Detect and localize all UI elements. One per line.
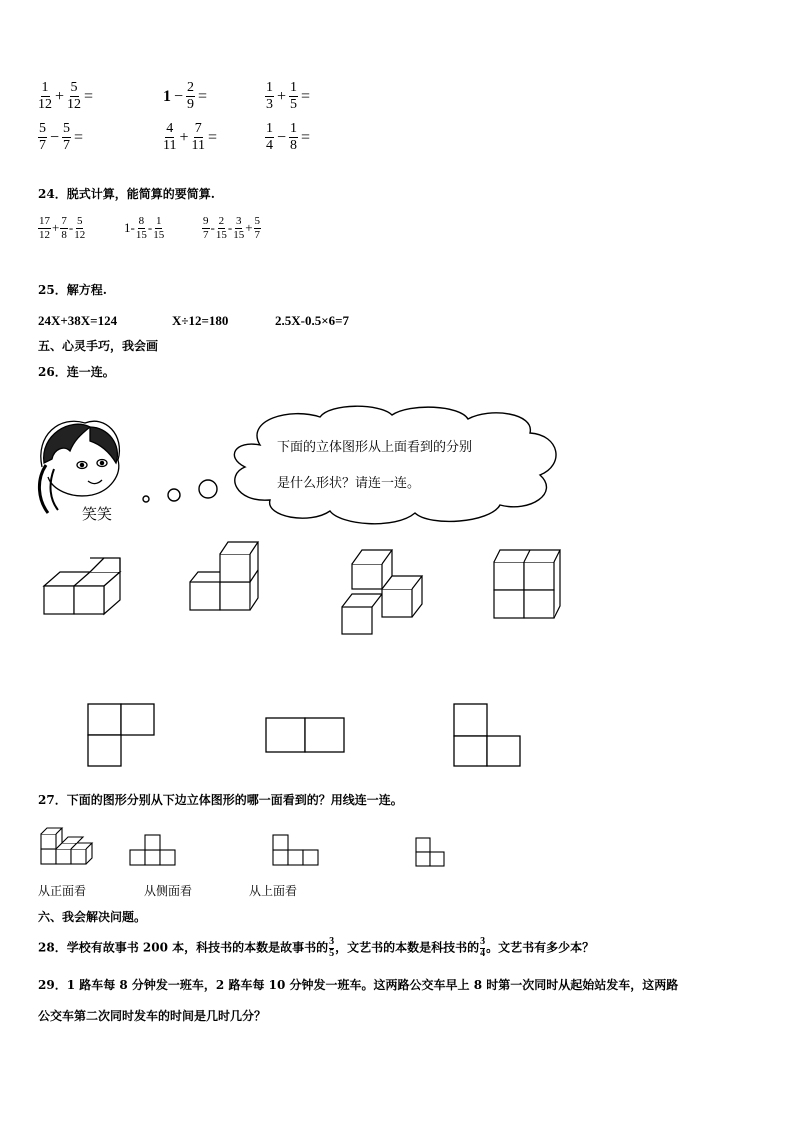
q23-expr-4: $\frac{5}{7}$ − $\frac{5}{7}$ = [39,121,84,154]
solid-2 [190,542,258,610]
fraction: $\frac{5}{7}$ [63,121,71,154]
q29-line-1: 29．1 路车每 8 分钟发一班车，2 路车每 10 分钟发一班车。这两路公交车早上 8 时第一次同时从起始站发车，这两路 [38,978,679,992]
bubble-text-line-2: 是什么形状？请连一连。 [277,476,421,491]
section-6-heading: 六、我会解决问题。 [38,910,147,924]
q27-label-top: 从上面看 [249,884,298,898]
q27-view-1 [130,835,175,865]
top-view-1 [88,704,154,766]
bubble-text-line-1: 下面的立体图形从上面看到的分别 [277,440,473,455]
q23-expr-1: $\frac{1}{12}$ + $\frac{5}{12}$ = [38,80,94,113]
q28-text: 28．学校有故事书 200 本，科技书的本数是故事书的 $\frac{3}{5}$ ，文艺书的本数是科技书的 $\frac{3}{4}$ 。文艺书有多少本？ [38,936,595,959]
fraction: $\frac{3}{5}$ [329,936,335,959]
q24-expr-3: $\frac{9}{7}$ - $\frac{2}{15}$ - $\frac{3}{15}$ + $\frac{5}{7}$ [203,215,261,241]
q27-figures [38,822,458,872]
thought-bubble [143,406,556,524]
solid-4 [494,550,560,618]
fraction: $\frac{4}{11}$ [163,121,177,154]
top-view-3 [454,704,520,766]
fraction: $\frac{7}{11}$ [191,121,205,154]
fraction: $\frac{1}{3}$ [266,80,273,113]
q27-view-2 [273,835,318,865]
q26-solids [40,538,600,638]
top-view-2 [266,718,344,752]
q26-title: 26．连一连。 [38,365,115,379]
q24-expr-2: 1- $\frac{8}{15}$ - $\frac{1}{15}$ [124,215,165,241]
q23-expr-6: $\frac{1}{4}$ − $\frac{1}{8}$ = [266,121,311,154]
q23-expr-3: $\frac{1}{3}$ + $\frac{1}{5}$ = [266,80,311,113]
fraction: $\frac{2}{9}$ [187,80,195,113]
q23-expr-2: 1 − $\frac{2}{9}$ = [163,80,208,113]
fraction: $\frac{3}{4}$ [480,936,486,959]
q25-title: 25．解方程. [38,283,107,297]
q25-equation-3: 2.5X-0.5×6=7 [275,313,350,328]
q26-top-views [80,700,540,772]
fraction: $\frac{5}{12}$ [67,80,82,113]
q24-title: 24．脱式计算，能简算的要简算. [38,187,215,201]
q27-label-front: 从正面看 [38,884,87,898]
q23-expr-5: $\frac{4}{11}$ + $\frac{7}{11}$ = [163,121,218,154]
fraction: $\frac{5}{7}$ [39,121,46,154]
fraction: $\frac{1}{12}$ [38,80,52,113]
q26-illustration [30,405,590,535]
section-5-heading: 五、心灵手巧，我会画 [38,339,159,353]
solid-1 [44,558,120,614]
q29-line-2: 公交车第二次同时发车的时间是几时几分？ [38,1009,267,1023]
fraction: $\frac{1}{8}$ [290,121,298,154]
q27-view-3 [416,838,444,866]
fraction: $\frac{1}{4}$ [266,121,273,154]
solid-3 [342,550,422,634]
q27-label-side: 从侧面看 [144,884,193,898]
q24-expr-1: $\frac{17}{12}$ + $\frac{7}{8}$ - $\frac{5}{12}$ [39,215,86,241]
q25-equation-1: 24X+38X=124 [38,313,118,328]
q25-equation-2: X÷12=180 [172,313,229,328]
q27-title: 27．下面的图形分别从下边立体图形的哪一面看到的？用线连一连。 [38,793,403,807]
girl-caption: 笑笑 [82,505,113,523]
fraction: $\frac{1}{5}$ [290,80,298,113]
q27-solid [41,828,92,864]
girl-face-icon [39,421,119,513]
